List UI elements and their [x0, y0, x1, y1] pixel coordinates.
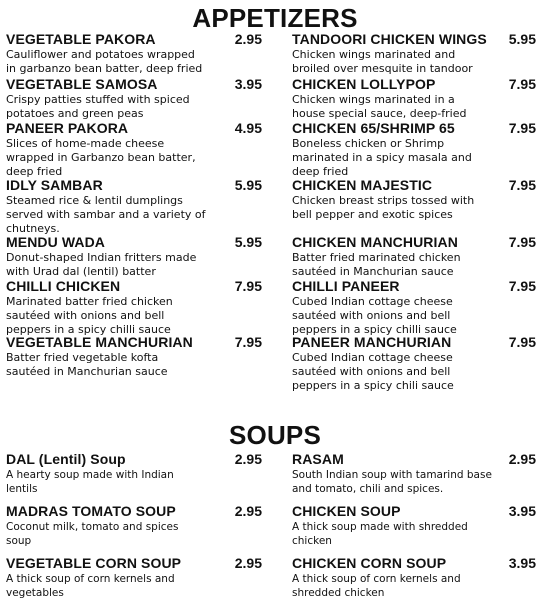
item-name: PANEER MANCHURIAN [292, 334, 452, 350]
item-name: IDLY SAMBAR [6, 177, 103, 193]
item-price: 7.95 [508, 334, 536, 350]
menu-item [6, 177, 262, 236]
item-price: 5.95 [234, 234, 262, 250]
item-price: 3.95 [508, 555, 536, 571]
item-description: Marinated batter fried chicken sautéed with onions and bell peppers in a spicy chilli sauce [6, 295, 173, 336]
item-description: Slices of home-made cheese wrapped in Garbanzo bean batter, deep fried [6, 137, 196, 178]
item-name: CHICKEN 65/SHRIMP 65 [292, 120, 455, 136]
item-name: MADRAS TOMATO SOUP [6, 503, 176, 519]
item-description: A thick soup of corn kernels and shredded chicken [292, 573, 461, 599]
item-description: A hearty soup made with Indian lentils [6, 469, 174, 495]
item-description: A thick soup of corn kernels and vegetables [6, 573, 175, 599]
item-price: 2.95 [508, 451, 536, 467]
item-price: 7.95 [234, 334, 262, 350]
item-name: CHILLI CHICKEN [6, 278, 121, 294]
item-name: VEGETABLE PAKORA [6, 31, 156, 47]
menu-item [292, 555, 536, 600]
item-name: CHICKEN SOUP [292, 503, 401, 519]
menu-item [6, 278, 262, 337]
item-name: CHICKEN LOLLYPOP [292, 76, 436, 92]
item-price: 5.95 [234, 177, 262, 193]
menu-item [292, 334, 536, 393]
menu-item [292, 31, 536, 76]
item-price: 5.95 [508, 31, 536, 47]
menu-item [6, 120, 262, 179]
item-description: Chicken wings marinated in a house special sauce, deep-fried [292, 93, 467, 120]
item-name: MENDU WADA [6, 234, 105, 250]
item-name: VEGETABLE SAMOSA [6, 76, 158, 92]
item-price: 7.95 [508, 278, 536, 294]
item-price: 2.95 [234, 451, 262, 467]
item-price: 2.95 [234, 555, 262, 571]
item-price: 7.95 [508, 76, 536, 92]
item-price: 3.95 [234, 76, 262, 92]
item-name: CHICKEN MANCHURIAN [292, 234, 458, 250]
item-description: Donut-shaped Indian fritters made with Urad dal (lentil) batter [6, 251, 197, 278]
item-price: 4.95 [234, 120, 262, 136]
item-name: CHICKEN MAJESTIC [292, 177, 433, 193]
item-price: 7.95 [234, 278, 262, 294]
item-description: Crispy patties stuffed with spiced potatoes and green peas [6, 93, 190, 120]
item-description: Chicken wings marinated and broiled over mesquite in tandoor [292, 48, 473, 75]
item-description: Cubed Indian cottage cheese sautéed with onions and bell peppers in a spicy chili sauce [292, 351, 454, 392]
item-description: Batter fried vegetable kofta sautéed in Manchurian sauce [6, 351, 168, 378]
item-price: 7.95 [508, 234, 536, 250]
menu-item [292, 120, 536, 179]
item-price: 3.95 [508, 503, 536, 519]
menu-item [6, 555, 262, 600]
item-description: Coconut milk, tomato and spices soup [6, 521, 179, 547]
item-description: Batter fried marinated chicken sautéed in Manchurian sauce [292, 251, 461, 278]
menu-item [6, 234, 262, 279]
soups-heading: SOUPS [228, 420, 322, 450]
menu-item [292, 177, 536, 222]
item-name: CHILLI PANEER [292, 278, 400, 294]
item-name: RASAM [292, 451, 344, 467]
item-description: Boneless chicken or Shrimp marinated in a spicy masala and deep fried [292, 137, 472, 178]
item-description: Steamed rice & lentil dumplings served with sambar and a variety of chutneys. [6, 194, 206, 235]
item-price: 2.95 [234, 31, 262, 47]
item-description: Chicken breast strips tossed with bell pepper and exotic spices [292, 194, 475, 221]
menu-item [292, 503, 536, 548]
item-description: Cauliflower and potatoes wrapped in garbanzo bean batter, deep fried [6, 48, 203, 75]
menu-item [292, 234, 536, 279]
menu-item [6, 334, 262, 379]
item-name: DAL (Lentil) Soup [6, 451, 126, 467]
item-price: 7.95 [508, 177, 536, 193]
item-description: Cubed Indian cottage cheese sautéed with onions and bell peppers in a spicy chilli sauce [292, 295, 457, 336]
menu-item [6, 451, 262, 496]
item-price: 7.95 [508, 120, 536, 136]
item-description: A thick soup made with shredded chicken [292, 521, 468, 547]
item-description: South Indian soup with tamarind base and tomato, chili and spices. [292, 469, 492, 495]
menu-item [292, 451, 536, 496]
item-name: VEGETABLE CORN SOUP [6, 555, 182, 571]
item-price: 2.95 [234, 503, 262, 519]
menu-item [6, 76, 262, 121]
menu-item [292, 76, 536, 121]
menu-item [6, 31, 262, 76]
item-name: VEGETABLE MANCHURIAN [6, 334, 193, 350]
menu-item [6, 503, 262, 548]
item-name: TANDOORI CHICKEN WINGS [292, 31, 487, 47]
item-name: CHICKEN CORN SOUP [292, 555, 447, 571]
appetizers-heading: APPETIZERS [192, 3, 358, 33]
menu-item [292, 278, 536, 337]
item-name: PANEER PAKORA [6, 120, 129, 136]
